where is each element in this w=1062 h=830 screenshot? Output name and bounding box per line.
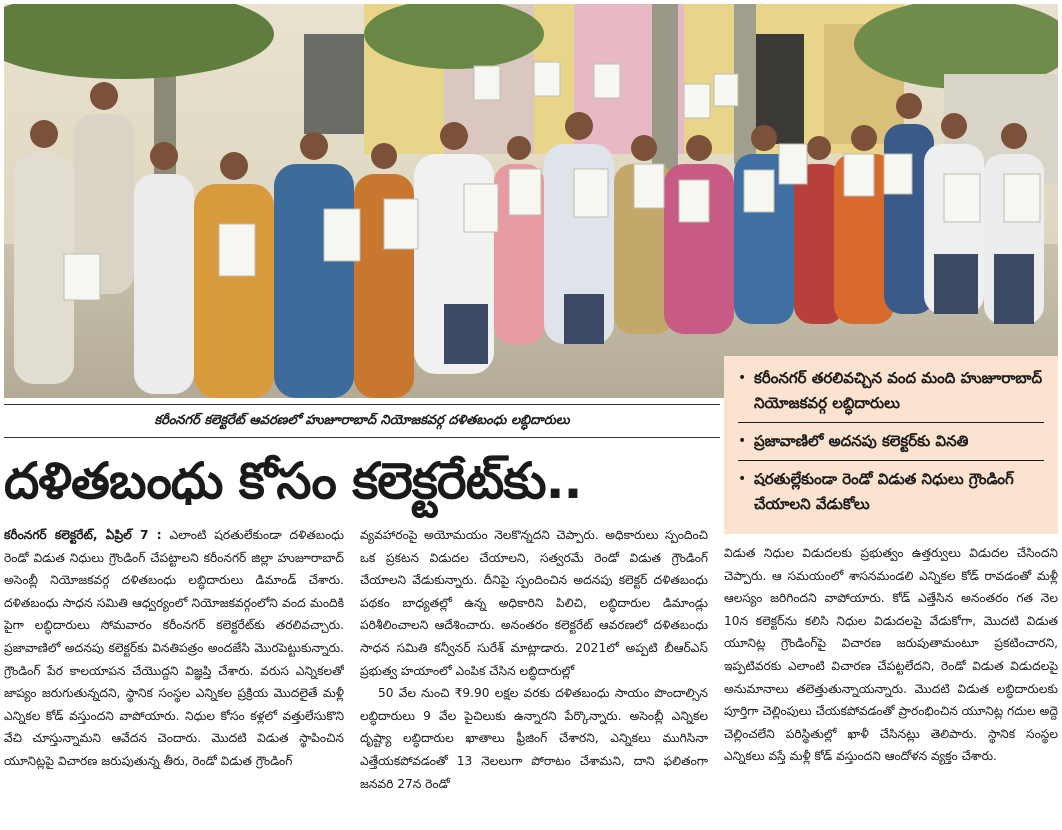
article-paragraph: వ్యవహారంపై అయోమయం నెలకొన్నదని చెప్పారు. అధికారులు స్పందించి ఒక ప్రకటన విడుదల చేయాలని, సత్వరమే రెండో విడుత గ్రౌండింగ్ చేయాలని వేడుకున్నారు. దీనిపై స్పందించిన అదనపు కలెక్టర్ దళితబంధు పథకం బాధ్యతల్లో ఉన్న అధికారిని పిలిచి, లబ్ధిదారుల డిమాండ్లు పరిశీలించాలని ఆదేశించారు. అనంతరం కలెక్టరేట్ ఆవరణలో దళితబంధు సాధన సమితి కన్వీనర్ సురేశ్ మాట్లాడారు. 2021లో అప్పటి బీఆర్ఎస్ ప్రభుత్వ హయాంలో ఎంపిక చేసిన లబ్ధిదారుల్లో — [360, 528, 708, 678]
highlight-text: షరతుల్లేకుండా రెండో విడుత నిధులు గ్రౌండింగ్ చేయాలని వేడుకోలు — [754, 470, 1014, 513]
photo-illustration — [4, 4, 1058, 398]
highlight-item — [738, 422, 1044, 454]
bullet-icon: • — [738, 433, 747, 449]
bullet-icon: • — [738, 471, 747, 487]
article-column-2 — [360, 524, 708, 824]
article-paragraph: 50 వేల నుంచి ₹9.90 లక్షల వరకు దళితబంధు సాయం పొందాల్సిన లబ్ధిదారులు 9 వేల పైచిలుకు ఉన్నారని పేర్కొన్నారు. అసెంబ్లీ ఎన్నికల దృష్ట్యా లబ్ధిదారుల ఖాతాలు ఫ్రీజింగ్ చేశారని, ఎన్నికలు ముగిసినా ఎత్తేయకపోవడంతో 13 నెలలుగా పోరాటం చేశామని, దాని ఫలితంగా జనవరి 27న రెండో — [360, 686, 708, 791]
highlight-item — [738, 460, 1044, 517]
highlights-box — [724, 356, 1058, 534]
article-column-1 — [4, 524, 344, 824]
article-paragraph: విడుత నిధుల విడుదలకు ప్రభుత్వం ఉత్తర్వులు విడుదల చేసిందని చెప్పారు. ఆ సమయంలో శాసనమండలి ఎన్నికల కోడ్ రావడంతో మళ్లీ ఆలస్యం జరిగిందని వాపోయారు. కోడ్ ఎత్తేసిన అనంతరం గత నెల 10న కలెక్టర్‌ను కలిసి నిధుల విడుదలపై వేడుకోగా, మొదటి విడుత యూనిట్ల గ్రౌండింగ్‌పై విచారణ జరుపుతామంటూ ప్రకటించారని, ఇప్పటివరకు ఎలాంటి విచారణ చేపట్టలేదని, రెండో విడుత విడుదలపై అనుమానాలు తలెత్తుతున్నాయన్నారు. మొదటి విడుత లబ్ధిదారులకు పూర్తిగా చెల్లింపులు చేయకపోవడంతో ప్రారంభించిన యూనిట్ల గదుల అద్దె చెల్లించలేని పరిస్థితుల్లో ఖాళీ చేసినట్లు తెలిపారు. స్థానిక సంస్థల ఎన్నికలు వస్తే మళ్లీ కోడ్ వస్తుందని ఆందోళన వ్యక్తం చేశారు. — [724, 546, 1058, 764]
headline: దళితబంధు కోసం కలెక్టరేట్‌కు.. — [4, 452, 582, 510]
photo-caption: కరీంనగర్ కలెక్టరేట్ ఆవరణలో హుజూరాబాద్ నియోజకవర్గ దళితబంధు లబ్ధిదారులు — [4, 404, 720, 438]
news-photo — [4, 4, 1058, 398]
bullet-icon: • — [738, 370, 747, 386]
dateline: కరీంనగర్ కలెక్టరేట్, ఏప్రిల్ 7 : — [4, 528, 162, 542]
article-column-3 — [724, 542, 1058, 824]
highlight-text: ప్రజావాణిలో అదనపు కలెక్టర్‌కు వినతి — [754, 432, 969, 450]
highlight-text: కరీంనగర్ తరలివచ్చిన వంద మంది హుజూరాబాద్ నియోజకవర్గ లబ్ధిదారులు — [754, 369, 1043, 412]
paragraph-text: ఎలాంటి షరతులేకుండా దళితబంధు రెండో విడుత నిధులు గ్రౌండింగ్ చేపట్టాలని కరీంనగర్ జిల్లా హుజూరాబాద్ అసెంబ్లీ నియోజకవర్గ దళితబంధు లబ్ధిదారులు డిమాండ్ చేశారు. దళితబంధు సాధన సమితి ఆధ్వర్యంలో నియోజకవర్గంలోని వంద మందికి పైగా లబ్ధిదారులు సోమవారం కరీంనగర్ కలెక్టరేట్‌కు తరలివచ్చారు. ప్రజావాణిలో అదనపు కలెక్టర్‌కు వినతిపత్రం అందజేసి మొరపెట్టుకున్నారు. గ్రౌండింగ్ పేర కాలయాపన చేయొద్దని విజ్ఞప్తి చేశారు. వరుస ఎన్నికలతో జాప్యం జరుగుతున్నదని, స్థానిక సంస్థల ఎన్నికల ప్రక్రియ మొదలైతే మళ్లీ ఎన్నికల కోడ్ వస్తుందని వాపోయారు. నిధుల కోసం కళ్లలో వత్తులేసుకొని వేచి చూస్తున్నామని ఆవేదన చెందారు. మొదటి విడుత స్థాపించిన యూనిట్లపై విచారణ జరుపుతున్న తీరు, రెండో విడుత గ్రౌండింగ్ — [4, 528, 344, 768]
article-paragraph — [4, 524, 344, 773]
highlight-item — [738, 366, 1044, 416]
